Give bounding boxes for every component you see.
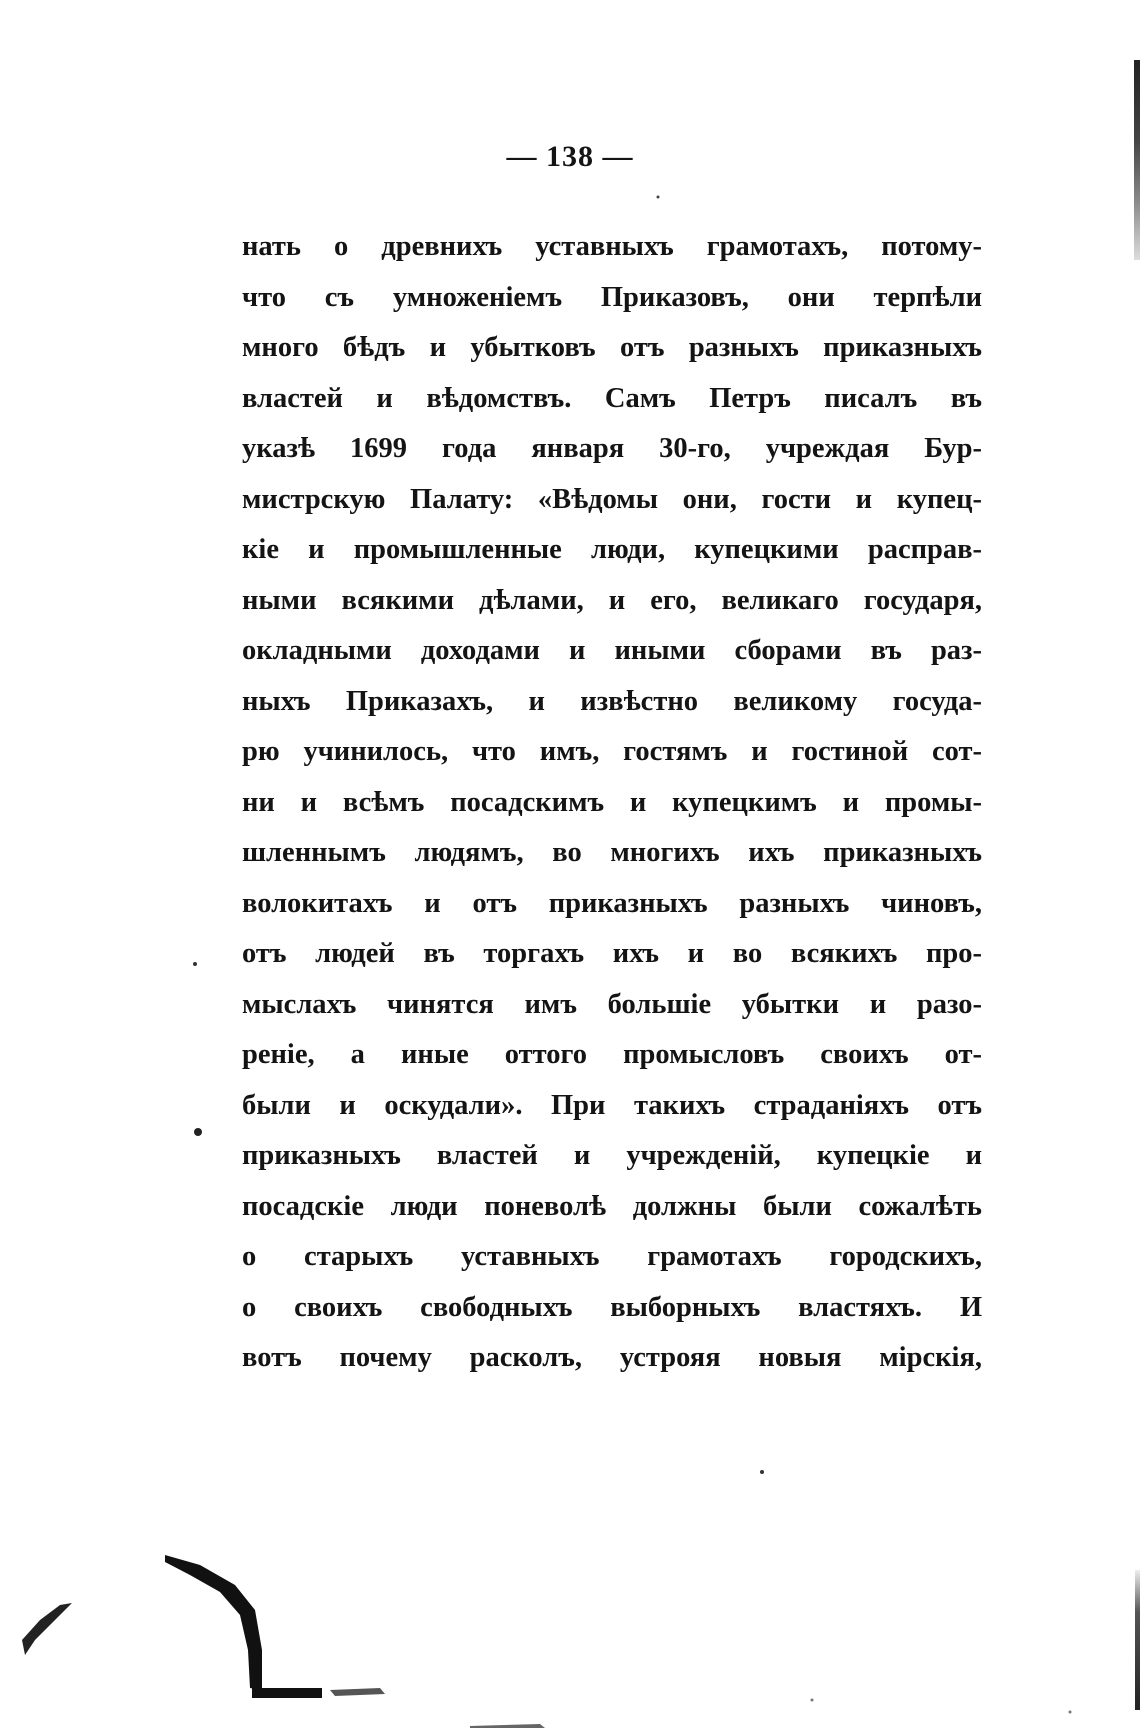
text-line: ныхъ Приказахъ, и извѣстно великому госуда- — [242, 685, 982, 717]
ink-speck — [194, 1128, 202, 1136]
text-line: указѣ 1699 года января 30-го, учреждая Бур- — [242, 433, 982, 464]
text-line: приказныхъ властей и учрежденій, купецкіе и — [242, 1140, 982, 1171]
text-line: о старыхъ уставныхъ грамотахъ городскихъ, — [242, 1241, 982, 1272]
scan-damage-mark — [330, 1688, 385, 1696]
ink-speck — [193, 962, 197, 966]
text-line: вотъ почему расколъ, устрояя новыя мірскія, — [242, 1342, 982, 1373]
text-line: мистрскую Палату: «Вѣдомы они, гости и купец- — [242, 483, 982, 515]
ink-speck — [1069, 1711, 1072, 1714]
text-line: посадскіе люди поневолѣ должны были сожалѣть — [242, 1190, 982, 1222]
text-line: реніе, а иные оттого промысловъ своихъ от- — [242, 1039, 982, 1070]
scan-damage-mark — [22, 1603, 72, 1655]
text-line: что съ умноженіемъ Приказовъ, они терпѣли — [242, 281, 982, 313]
text-line: нать о древнихъ уставныхъ грамотахъ, потому- — [242, 231, 982, 262]
text-line: ни и всѣмъ посадскимъ и купецкимъ и промы- — [242, 786, 982, 818]
text-line: ными всякими дѣлами, и его, великаго государя, — [242, 584, 982, 616]
text-line: много бѣдъ и убытковъ отъ разныхъ приказныхъ — [242, 332, 982, 363]
text-line: отъ людей въ торгахъ ихъ и во всякихъ про- — [242, 938, 982, 969]
text-line: рю учинилось, что имъ, гостямъ и гостиной сот- — [242, 736, 982, 767]
scan-damage-mark — [470, 1724, 545, 1728]
text-line: мыслахъ чинятся имъ большіе убытки и разо- — [242, 988, 982, 1020]
scan-damage-mark — [165, 1555, 262, 1690]
text-line: были и оскудали». При такихъ страданіяхъ отъ — [242, 1089, 982, 1121]
text-line: о своихъ свободныхъ выборныхъ властяхъ. И — [242, 1291, 982, 1323]
ink-speck — [811, 1699, 814, 1702]
scan-damage-mark — [252, 1688, 322, 1698]
ink-speck — [657, 196, 660, 199]
text-line: властей и вѣдомствъ. Самъ Петръ писалъ въ — [242, 382, 982, 414]
ink-speck — [760, 1470, 764, 1474]
text-line: кіе и промышленные люди, купецкими расправ- — [242, 534, 982, 565]
text-line: окладными доходами и иными сборами въ раз- — [242, 635, 982, 666]
page-number: — 138 — — [506, 140, 634, 173]
text-line: шленнымъ людямъ, во многихъ ихъ приказныхъ — [242, 837, 982, 868]
text-line: волокитахъ и отъ приказныхъ разныхъ чиновъ, — [242, 887, 982, 919]
